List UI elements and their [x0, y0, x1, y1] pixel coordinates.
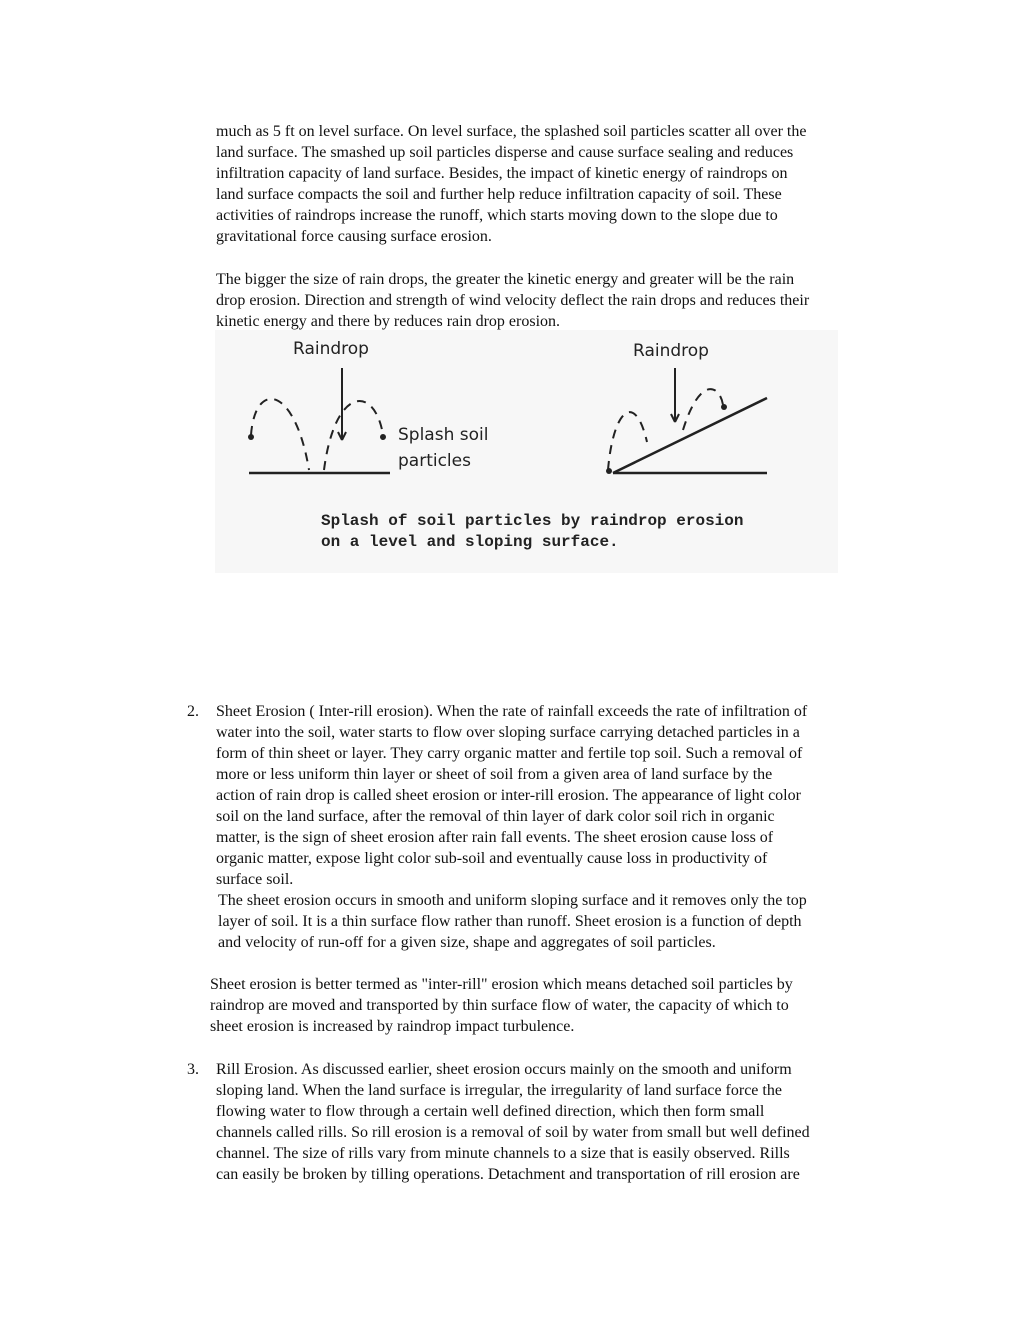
- text-line: more or less uniform thin layer or sheet of soil from a given area of land surface by the: [216, 766, 773, 783]
- text-line: layer of soil. It is a thin surface flow rather than runoff. Sheet erosion is a function of depth: [218, 913, 802, 930]
- raindrop-splash-figure: [215, 330, 838, 573]
- text-line: organic matter, expose light color sub-soil and eventually cause loss in productivity of: [216, 850, 768, 867]
- rill-erosion-paragraph: [216, 1059, 810, 1185]
- text-line: much as 5 ft on level surface. On level surface, the splashed soil particles scatter all over the: [216, 123, 807, 140]
- text-line: The sheet erosion occurs in smooth and uniform sloping surface and it removes only the top: [218, 892, 807, 909]
- raindrop-label-left: Raindrop: [293, 339, 369, 359]
- list-number-2: 2.: [187, 703, 199, 720]
- intro-paragraph-1: [216, 121, 806, 247]
- splash-arc-left: [251, 399, 309, 470]
- figure-caption-line2: on a level and sloping surface.: [321, 533, 619, 551]
- inter-rill-paragraph: [210, 974, 793, 1037]
- splash-label-line1: Splash soil: [398, 425, 489, 445]
- splash-label-line2: particles: [398, 451, 471, 471]
- figure-caption-line1: Splash of soil particles by raindrop erosion: [321, 512, 744, 530]
- text-line: channels called rills. So rill erosion is a removal of soil by water from small but well defined: [216, 1124, 810, 1141]
- text-line: channel. The size of rills vary from minute channels to a size that is easily observed. Rills: [216, 1145, 790, 1162]
- text-line: soil on the land surface, after the removal of thin layer of dark color soil rich in organic: [216, 808, 775, 825]
- intro-paragraph-2: [216, 269, 809, 332]
- text-line: can easily be broken by tilling operations. Detachment and transportation of rill erosion are: [216, 1166, 800, 1183]
- text-line: Sheet erosion is better termed as "inter-rill" erosion which means detached soil particles by: [210, 976, 793, 993]
- splash-arc-right: [324, 401, 383, 470]
- text-line: Sheet Erosion ( Inter-rill erosion). When the rate of rainfall exceeds the rate of infiltration of: [216, 703, 808, 720]
- text-line: action of rain drop is called sheet erosion or inter-rill erosion. The appearance of light color: [216, 787, 801, 804]
- soil-particle: [380, 434, 386, 440]
- text-line: matter, is the sign of sheet erosion after rain fall events. The sheet erosion cause loss of: [216, 829, 774, 846]
- text-line: sloping land. When the land surface is irregular, the irregularity of land surface force the: [216, 1082, 782, 1099]
- sheet-erosion-paragraph: [216, 701, 807, 890]
- sheet-erosion-paragraph-2: [218, 890, 807, 953]
- text-line: gravitational force causing surface erosion.: [216, 228, 492, 245]
- text-line: drop erosion. Direction and strength of wind velocity deflect the rain drops and reduces their: [216, 292, 810, 309]
- text-line: Rill Erosion. As discussed earlier, sheet erosion occurs mainly on the smooth and uniform: [216, 1061, 792, 1078]
- text-line: sheet erosion is increased by raindrop impact turbulence.: [210, 1018, 575, 1035]
- list-number-3: 3.: [187, 1061, 199, 1078]
- text-line: activities of raindrops increase the runoff, which starts moving down to the slope due to: [216, 207, 778, 224]
- text-line: infiltration capacity of land surface. Besides, the impact of kinetic energy of raindrops on: [216, 165, 788, 182]
- sloping-surface-diagram: [606, 341, 767, 474]
- text-line: form of thin sheet or layer. They carry organic matter and fertile top soil. Such a removal of: [216, 745, 803, 762]
- text-line: kinetic energy and there by reduces rain drop erosion.: [216, 313, 561, 330]
- text-line: surface soil.: [216, 871, 294, 888]
- text-line: land surface compacts the soil and further help reduce infiltration capacity of soil. These: [216, 186, 782, 203]
- text-line: water into the soil, water starts to flow over sloping surface carrying detached particles in a: [216, 724, 800, 741]
- level-surface-diagram: [248, 339, 488, 473]
- raindrop-label-right: Raindrop: [633, 341, 709, 361]
- text-line: flowing water to flow through a certain well defined direction, which then form small: [216, 1103, 765, 1120]
- soil-particle: [248, 434, 254, 440]
- text-line: The bigger the size of rain drops, the greater the kinetic energy and greater will be the rain: [216, 271, 795, 288]
- text-line: and velocity of run-off for a given size, shape and aggregates of soil particles.: [218, 934, 716, 951]
- text-line: raindrop are moved and transported by thin surface flow of water, the capacity of which to: [210, 997, 789, 1014]
- text-line: land surface. The smashed up soil particles disperse and cause surface sealing and reduces: [216, 144, 794, 161]
